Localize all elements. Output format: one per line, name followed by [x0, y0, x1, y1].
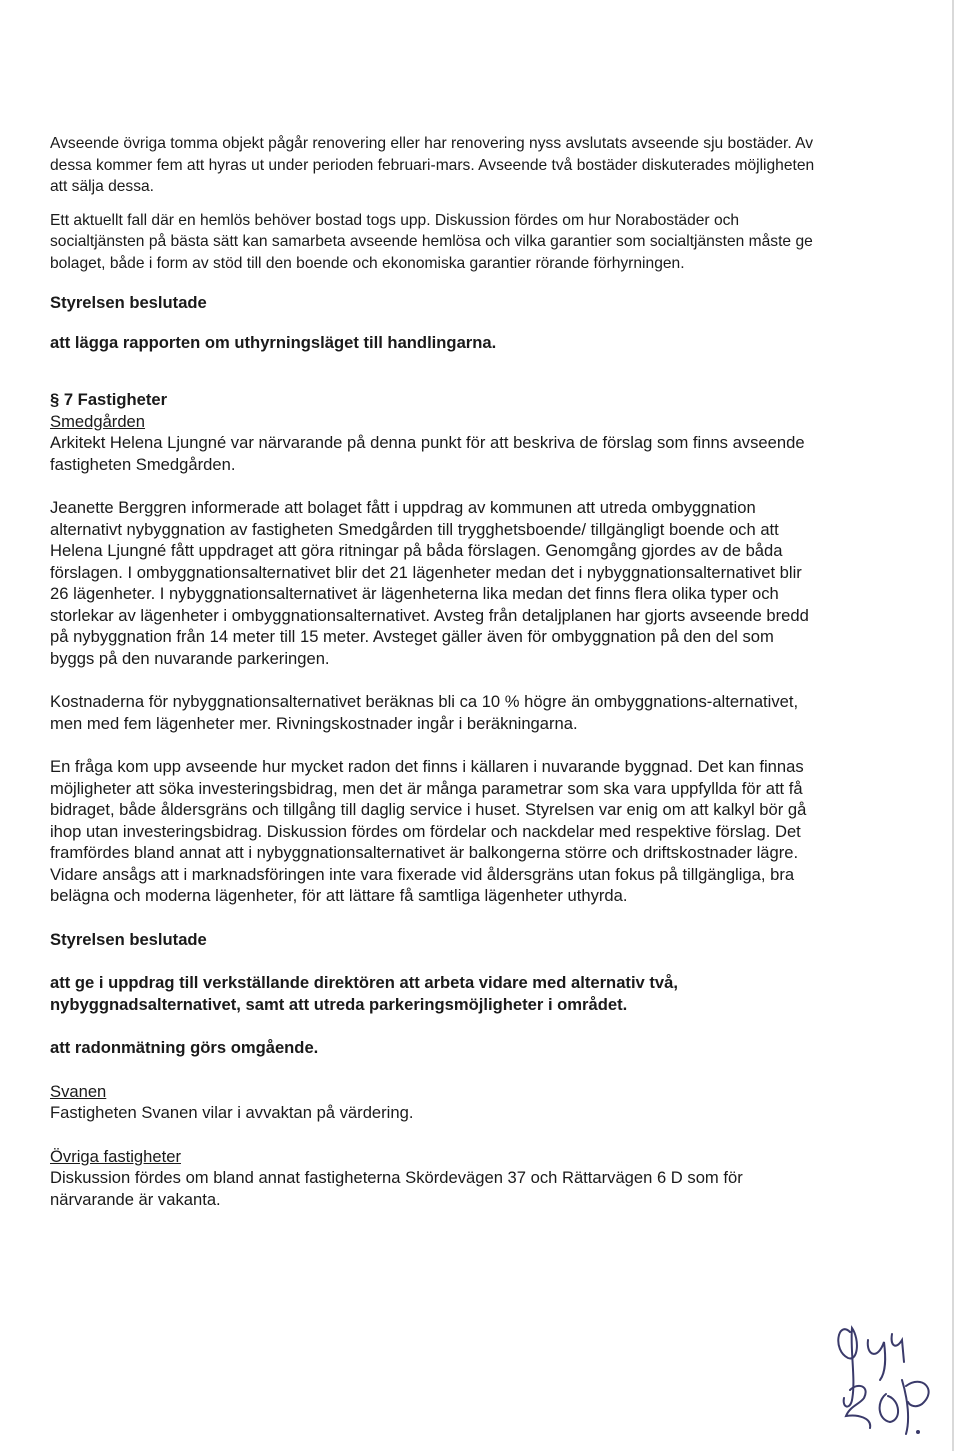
paragraph-radon: En fråga kom upp avseende hur mycket radon det finns i källaren i nuvarande byggnad. Det kan finnas möjligheter att söka investeringsbidrag, men det är många parametrar som ska vara uppfyllda för att få bidraget, både åldersgräns och tillgång till daglig service i huset. Styrelsen var enig om att kalkyl bör gå ihop utan investeringsbidrag. Diskussion fördes om fördelar och nackdelar med respektive förslag. Det framfördes bland annat att i nybyggnationsalternativet är balkongerna större och driftskostnader lägre. Vidare ansågs att i marknadsföringen inte vara fixerade vid åldersgräns utan fokus på tillgängliga, bra belägna och moderna lägenheter, för att lättare få samtliga lägenheter uthyrda.: [50, 757, 807, 905]
paragraph-empty-objects: Avseende övriga tomma objekt pågår renovering eller har renovering nyss avslutats avseende sju bostäder. Av dessa kommer fem att hyras ut under perioden februari-mars. Avseende två bostäder diskuterades möjligheten att sälja dessa.: [50, 135, 815, 195]
section-heading-fastigheter: § 7 Fastigheter: [50, 390, 168, 409]
paragraph-architect: Arkitekt Helena Ljungné var närvarande på denna punkt för att beskriva de förslag som finns avseende fastigheten Smedgården.: [50, 433, 805, 474]
decision-text: att radonmätning görs omgående.: [50, 1038, 319, 1057]
paragraph-svanen: Fastigheten Svanen vilar i avvaktan på värdering.: [50, 1103, 414, 1122]
decision-heading: Styrelsen beslutade: [50, 929, 207, 949]
decision-heading: Styrelsen beslutade: [50, 293, 207, 312]
paragraph-ovriga-fastigheter: Diskussion fördes om bland annat fastigheterna Skördevägen 37 och Rättarvägen 6 D som för närvarande är vakanta.: [50, 1168, 743, 1209]
decision-text: att lägga rapporten om uthyrningsläget till handlingarna.: [50, 332, 497, 352]
document-body: [50, 133, 820, 1210]
decision-text: att ge i uppdrag till verkställande direktören att arbeta vidare med alternativ två, nybyggnadsalternativet, samt att utreda parkeringsmöjligheter i området.: [50, 973, 678, 1014]
subheading-ovriga-fastigheter: Övriga fastigheter: [50, 1146, 181, 1166]
page-edge: [952, 0, 954, 1451]
paragraph-homeless-case: Ett aktuellt fall där en hemlös behöver bostad togs upp. Diskussion fördes om hur Norabostäder och socialtjänsten på bästa sätt kan samarbeta avseende hemlösa och vilka garantier som socialtjänsten måste ge bolaget, både i form av stöd till den boende och ekonomiska garantier rörande förhyrningen.: [50, 211, 813, 272]
handwritten-signature: [830, 1310, 950, 1440]
paragraph-assignment: Jeanette Berggren informerade att bolaget fått i uppdrag av kommunen att utreda ombyggnation alternativt nybyggnation av fastigheten Smedgården till trygghetsboende/ tillgängligt boende och att Helena Ljungné fått uppdraget att göra ritningar på båda förslagen. Genomgång gjordes av de båda förslagen. I ombyggnationsalternativet blir det 21 lägenheter medan det i nybyggnationsalternativet blir 26 lägenheter. I nybyggnationsalternativet är lägenheterna lika medan det finns flera olika typer och storlekar av lägenheter i ombyggnationsalternativet. Avsteg från detaljplanen har gjorts avseende bredd på nybyggnation från 14 meter till 15 meter. Avsteget gäller även för ombyggnation på den del som byggs på den nuvarande parkeringen.: [50, 498, 809, 668]
paragraph-costs: Kostnaderna för nybyggnationsalternativet beräknas bli ca 10 % högre än ombyggnations-alternativet, men med fem lägenheter mer. Rivningskostnader ingår i beräkningarna.: [50, 692, 799, 733]
subheading-smedgarden: Smedgården: [50, 411, 146, 431]
subheading-svanen: Svanen: [50, 1081, 107, 1101]
